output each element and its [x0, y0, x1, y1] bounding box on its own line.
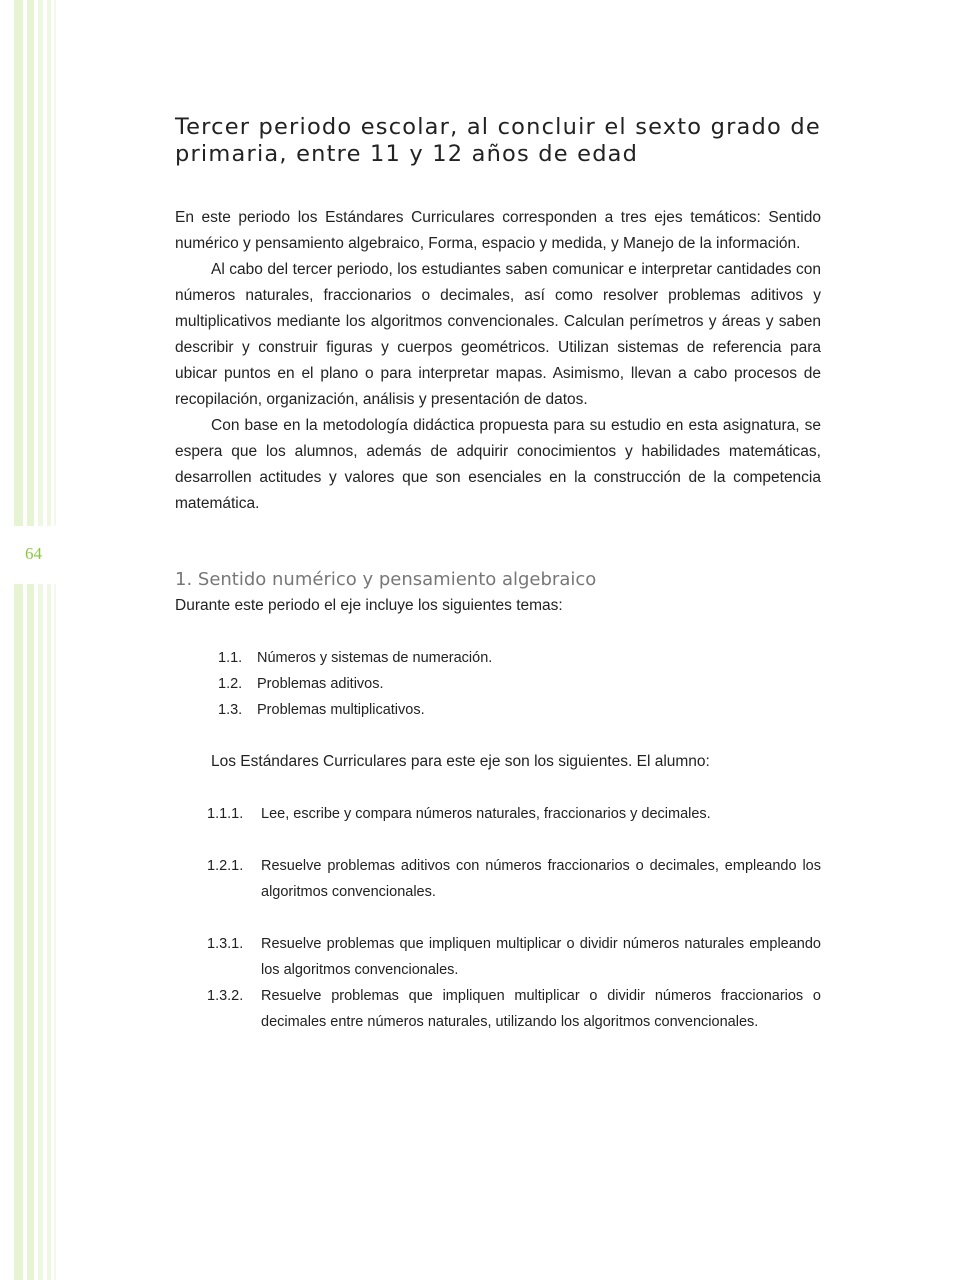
margin-stripe: [54, 0, 56, 1280]
intro-paragraph: Al cabo del tercer periodo, los estudiantes saben comunicar e interpretar cantidades con números naturales, fraccionarios o decimales, así como resolver problemas aditivos y multiplicativos mediante los algoritmos convencionales. Calculan perímetros y áreas y saben describir y construir figuras y cuerpos geométricos. Utilizan sistemas de referencia para ubicar puntos en el plano o para interpretar mapas. Asimismo, llevan a cabo procesos de recopilación, organización, análisis y presentación de datos.: [175, 261, 821, 408]
topic-text: Problemas multiplicativos.: [257, 702, 425, 718]
standard-number: 1.3.1.: [207, 936, 244, 952]
margin-stripe: [47, 0, 51, 1280]
page-number: 64: [25, 544, 42, 563]
standard-number: 1.3.2.: [207, 988, 244, 1004]
topic-text: Problemas aditivos.: [257, 676, 384, 692]
standard-item: [175, 931, 821, 983]
intro-text: [175, 205, 821, 517]
margin-stripe: [14, 0, 23, 1280]
topic-number: 1.3.: [218, 702, 243, 718]
standard-item: [175, 853, 821, 905]
standard-number: 1.2.1.: [207, 858, 244, 874]
section-intro: Durante este periodo el eje incluye los siguientes temas:: [175, 597, 563, 614]
page-title: Tercer periodo escolar, al concluir el sexto grado de primaria, entre 11 y 12 años de edad: [175, 114, 821, 167]
section-heading: 1. Sentido numérico y pensamiento algebraico: [175, 569, 597, 590]
topic-number: 1.1.: [218, 650, 243, 666]
margin-stripe: [38, 0, 43, 1280]
topic-item: [175, 697, 821, 723]
topic-list: [175, 645, 821, 723]
standard-item: [175, 801, 821, 827]
standard-text: Resuelve problemas aditivos con números fraccionarios o decimales, empleando los algoritmos convencionales.: [261, 858, 821, 900]
standards-intro: Los Estándares Curriculares para este eje son los siguientes. El alumno:: [211, 753, 710, 770]
standard-text: Resuelve problemas que impliquen multiplicar o dividir números fraccionarios o decimales entre números naturales, utilizando los algoritmos convencionales.: [261, 988, 821, 1030]
standards-list: [175, 801, 821, 1035]
intro-paragraph: Con base en la metodología didáctica propuesta para su estudio en esta asignatura, se espera que los alumnos, además de adquirir conocimientos y habilidades matemáticas, desarrollen actitudes y valores que son esenciales en la construcción de la competencia matemática.: [175, 417, 821, 512]
topic-item: [175, 645, 821, 671]
margin-stripe: [27, 0, 34, 1280]
page-content: [175, 114, 821, 1035]
standard-item: [175, 983, 821, 1035]
standard-text: Resuelve problemas que impliquen multiplicar o dividir números naturales empleando los algoritmos convencionales.: [261, 936, 821, 978]
topic-item: [175, 671, 821, 697]
topic-number: 1.2.: [218, 676, 243, 692]
standard-text: Lee, escribe y compara números naturales, fraccionarios y decimales.: [261, 806, 711, 822]
topic-text: Números y sistemas de numeración.: [257, 650, 493, 666]
standard-number: 1.1.1.: [207, 806, 244, 822]
intro-paragraph: En este periodo los Estándares Curriculares corresponden a tres ejes temáticos: Sentido numérico y pensamiento algebraico, Forma, espacio y medida, y Manejo de la información.: [175, 209, 821, 252]
